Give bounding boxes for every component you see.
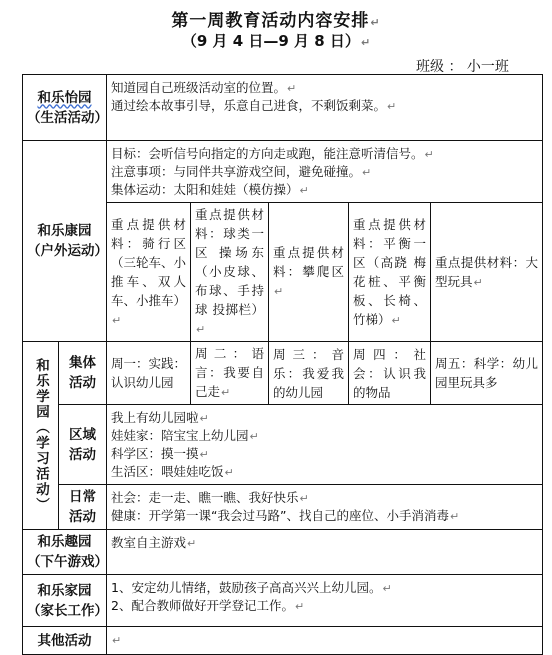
paragraph-mark: ↵	[360, 36, 371, 49]
learning-header	[23, 342, 59, 530]
outdoor-area-1: 重点提供材料：骑行区（三轮车、小推车、双人车、小推车）↵	[107, 203, 191, 342]
home-content: 1、安定幼儿情绪，鼓励孩子高高兴兴上幼儿园。↵ 2、配合教师做好开学登记工作。↵	[107, 575, 543, 627]
fun-label-1: 和乐趣园	[37, 534, 92, 550]
row-life	[23, 75, 543, 141]
collective-thu: 周四：社会：认识我的物品	[349, 342, 431, 405]
fun-header	[23, 530, 107, 575]
life-label-2: （生活活动）	[27, 109, 108, 126]
collective-mon: 周一：实践：认识幼儿园	[107, 342, 191, 405]
row-fun	[23, 530, 543, 575]
other-header	[23, 627, 107, 655]
life-content: 知道园自己班级活动室的位置。↵ 通过绘本故事引导，乐意自己进食，不剩饭剩菜。↵	[107, 75, 543, 141]
home-label-1: 和乐家园	[37, 582, 92, 599]
date-range-text: （9 月 4 日—9 月 8 日）	[181, 32, 360, 50]
fun-line-1: 教室自主游戏	[111, 535, 187, 550]
zone-line-1: 我上有幼儿园啦	[111, 410, 199, 425]
life-line-2: 通过绘本故事引导，乐意自己进食，不剩饭剩菜。	[111, 98, 387, 113]
home-header	[23, 575, 107, 627]
collective-tue: 周二：语言：我要自己走↵	[191, 342, 269, 405]
outdoor-label-2: （户外运动）	[27, 243, 108, 259]
collective-label-2: 活动	[69, 375, 96, 391]
zone-line-4: 生活区：喂娃娃吃饭	[111, 464, 224, 479]
daily-line-1: 社会：走一走、瞧一瞧、我好快乐	[111, 490, 299, 505]
zone-label-2: 活动	[69, 446, 96, 463]
daily-label-2: 活动	[69, 509, 96, 525]
collective-label-1: 集体	[69, 355, 96, 371]
fun-content: 教室自主游戏↵	[107, 530, 543, 575]
class-label: 班级 ： 小一班	[416, 59, 509, 75]
outdoor-note: 注意事项：与同伴共享游戏空间，避免碰撞。	[111, 164, 362, 179]
outdoor-goal: 目标：会听信号向指定的方向走或跑，能注意听清信号。	[111, 146, 424, 161]
page-title	[0, 6, 552, 31]
row-learning-daily	[23, 485, 543, 530]
zone-line-3: 科学区：摸一摸	[111, 446, 199, 461]
outdoor-area-3: 重点提供材料：攀爬区↵	[269, 203, 349, 342]
daily-content: 社会：走一走、瞧一瞧、我好快乐↵ 健康：开学第一课“我会过马路”、找自己的座位、小手消消毒↵	[107, 485, 543, 530]
collective-wed: 周三：音乐：我爱我的幼儿园	[269, 342, 349, 405]
daily-header	[59, 485, 107, 530]
home-label-2: （家长工作）	[27, 602, 108, 619]
collective-header	[59, 342, 107, 405]
life-label-1: 和乐怡园	[37, 89, 92, 106]
life-line-1: 知道园自己班级活动室的位置。	[111, 80, 287, 95]
schedule-table	[22, 74, 543, 655]
fun-label-2: （下午游戏）	[27, 554, 108, 570]
other-content: ↵	[107, 627, 543, 655]
row-home	[23, 575, 543, 627]
other-label: 其他活动	[37, 632, 92, 649]
collective-fri: 周五：科学：幼儿园里玩具多	[431, 342, 543, 405]
daily-line-2: 健康：开学第一课“我会过马路”、找自己的座位、小手消消毒	[111, 508, 449, 523]
row-learning-zone	[23, 405, 543, 485]
row-other	[23, 627, 543, 655]
outdoor-header	[23, 141, 107, 342]
outdoor-goals: 目标：会听信号向指定的方向走或跑，能注意听清信号。↵ 注意事项：与同伴共享游戏空间，避免碰撞。↵ 集体运动：太阳和娃娃（模仿操）↵	[107, 141, 543, 203]
learning-label: 和乐学园（学习活动）	[33, 358, 49, 513]
outdoor-group: 集体运动：太阳和娃娃（模仿操）	[111, 182, 299, 197]
zone-line-2: 娃娃家：陪宝宝上幼儿园	[111, 428, 249, 443]
home-line-2: 2、配合教师做好开学登记工作。	[111, 598, 294, 613]
daily-label-1: 日常	[69, 489, 96, 505]
zone-header	[59, 405, 107, 485]
zone-label-1: 区域	[69, 426, 96, 443]
outdoor-area-4: 重点提供材料：平衡一区（高跷 梅花桩、平衡板、长椅、竹梯）↵	[349, 203, 431, 342]
date-range	[0, 30, 552, 51]
outdoor-label-1: 和乐康园	[37, 223, 92, 239]
row-outdoor-goals	[23, 141, 543, 203]
home-line-1: 1、安定幼儿情绪，鼓励孩子高高兴兴上幼儿园。	[111, 580, 382, 595]
zone-content: 我上有幼儿园啦↵ 娃娃家：陪宝宝上幼儿园↵ 科学区：摸一摸↵ 生活区：喂娃娃吃饭↵	[107, 405, 543, 485]
title-text: 第一周教育活动内容安排	[171, 11, 370, 31]
row-learning-collective	[23, 342, 543, 405]
life-header	[23, 75, 107, 141]
outdoor-area-2: 重点提供材料：球类一区 操场东 （小皮球、布球、手持球 投掷栏）↵	[191, 203, 269, 342]
paragraph-mark: ↵	[370, 16, 381, 29]
outdoor-area-5: 重点提供材料：大型玩具↵	[431, 203, 543, 342]
